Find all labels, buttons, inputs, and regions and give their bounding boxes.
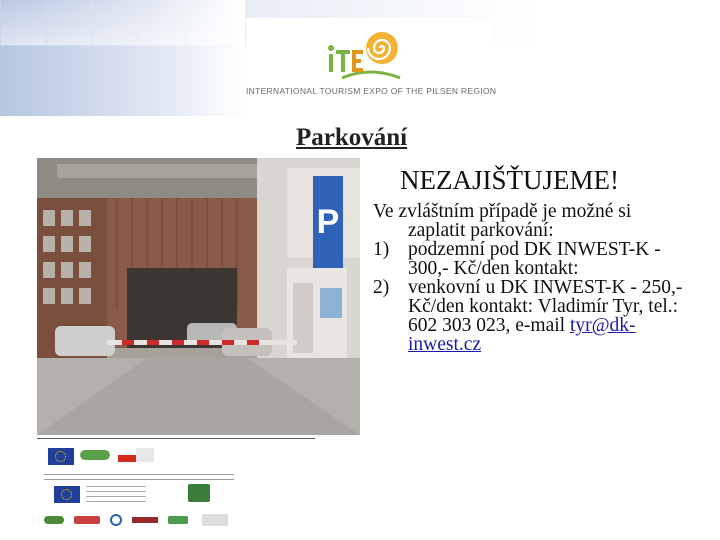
list-item-text: venkovní u DK INWEST-K - 250,- Kč/den kontakt: Vladimír Tyr, tel.: 602 303 023, e-mail bbox=[408, 277, 683, 336]
sponsor-logo-icon bbox=[44, 516, 64, 524]
decorative-grid bbox=[0, 0, 245, 46]
list-item-text: podzemní pod DK INWEST-K - 300,- Kč/den kontakt: bbox=[408, 239, 661, 279]
sponsor-logo-icon bbox=[74, 516, 100, 524]
parking-options-list bbox=[373, 240, 683, 354]
sponsor-logo-icon bbox=[202, 514, 228, 526]
header-side-gradient bbox=[0, 46, 245, 116]
logo-caption: INTERNATIONAL TOURISM EXPO OF THE PILSEN REGION bbox=[246, 86, 497, 96]
flag-icon bbox=[136, 448, 154, 462]
list-item bbox=[373, 278, 683, 354]
parking-sign-letter: P bbox=[316, 203, 340, 241]
ite-logo-icon bbox=[320, 26, 420, 86]
slide-title: Parkování bbox=[296, 124, 408, 151]
list-item-number: 1) bbox=[373, 239, 390, 260]
list-item-number: 2) bbox=[373, 277, 390, 298]
funding-logos bbox=[40, 444, 240, 536]
intro-text: Ve zvláštním případě je možné si zaplatit parkování: bbox=[373, 201, 632, 241]
eu-flag-icon bbox=[48, 448, 74, 465]
list-item bbox=[373, 240, 683, 278]
email-link[interactable]: tyr@dk-inwest.cz bbox=[408, 315, 636, 355]
footer-divider bbox=[37, 438, 315, 439]
sponsor-logo-icon bbox=[132, 517, 158, 523]
parking-info bbox=[373, 202, 683, 354]
partner-logo-icon bbox=[80, 450, 110, 460]
sponsor-logo-icon bbox=[168, 516, 188, 524]
sponsor-logo-icon bbox=[110, 514, 122, 526]
parking-photo bbox=[37, 158, 360, 435]
funding-notice-icon bbox=[44, 470, 234, 480]
program-notice-icon bbox=[86, 486, 146, 502]
slide-subtitle: NEZAJIŠŤUJEME! bbox=[400, 165, 619, 195]
eu-flag-icon bbox=[54, 486, 80, 503]
expo-logo bbox=[246, 18, 497, 114]
rdp-logo-icon bbox=[188, 484, 210, 502]
czech-flag-icon bbox=[118, 448, 136, 462]
